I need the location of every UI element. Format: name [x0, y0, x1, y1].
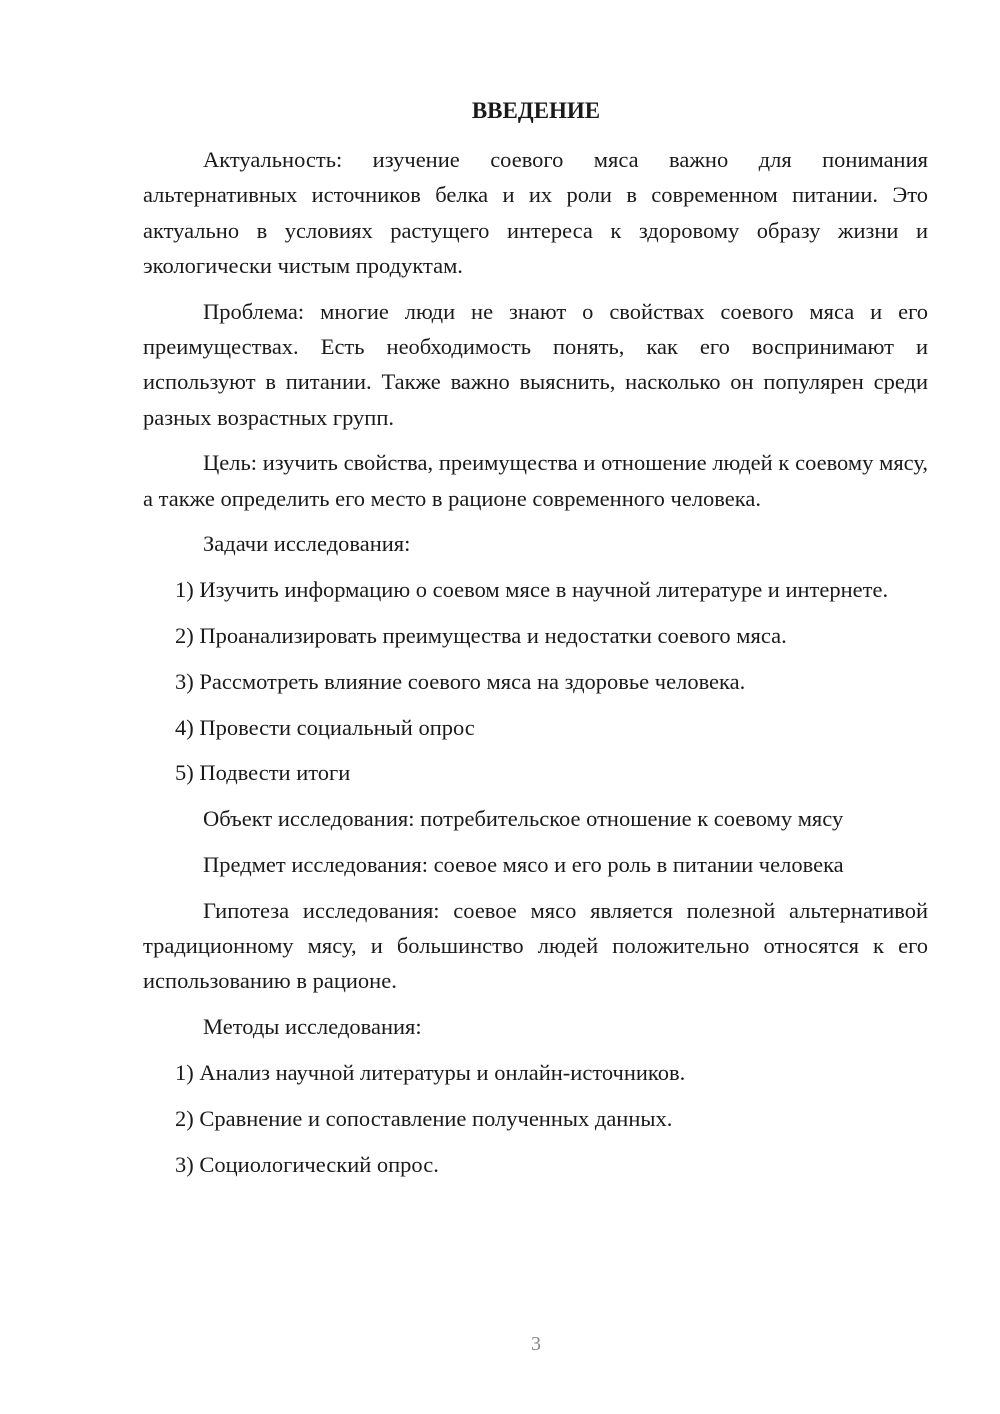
task-item: 3) Рассмотреть влияние соевого мяса на здоровье человека. [175, 668, 746, 694]
hypothesis-paragraph: Гипотеза исследования: соевое мясо является полезной альтернативой традиционному мясу, и большинство людей положительно относятся к его использованию в рационе. [143, 897, 928, 994]
goal-paragraph: Цель: изучить свойства, преимущества и отношение людей к соевому мясу, а также определить его место в рационе современного человека. [143, 450, 928, 511]
method-item: 1) Анализ научной литературы и онлайн-источников. [175, 1060, 686, 1086]
relevance-paragraph: Актуальность: изучение соевого мяса важно для понимания альтернативных источников белка и их роли в современном питании. Это актуально в условиях растущего интереса к здоровому образу жизни и экологически чистым продуктам. [143, 147, 928, 278]
method-item: 3) Социологический опрос. [175, 1151, 439, 1177]
page-title: ВВЕДЕНИЕ [471, 98, 601, 123]
task-item: 4) Провести социальный опрос [175, 714, 475, 740]
object-paragraph: Объект исследования: потребительское отношение к соевому мясу [203, 806, 844, 832]
page-number: 3 [531, 1333, 541, 1355]
problem-paragraph: Проблема: многие люди не знают о свойствах соевого мяса и его преимуществах. Есть необходимость понять, как его воспринимают и используют в питании. Также важно выяснить, насколько он популярен среди разных возрастных групп. [143, 298, 928, 430]
task-item: 2) Проанализировать преимущества и недостатки соевого мяса. [175, 623, 787, 649]
document-body [143, 142, 928, 1192]
methods-heading: Методы исследования: [203, 1014, 422, 1040]
task-item: 5) Подвести итоги [175, 760, 351, 786]
method-item: 2) Сравнение и сопоставление полученных данных. [175, 1105, 673, 1131]
task-item: 1) Изучить информацию о соевом мясе в научной литературе и интернете. [175, 577, 889, 603]
tasks-heading: Задачи исследования: [203, 531, 411, 557]
subject-paragraph: Предмет исследования: соевое мясо и его роль в питании человека [203, 852, 844, 878]
